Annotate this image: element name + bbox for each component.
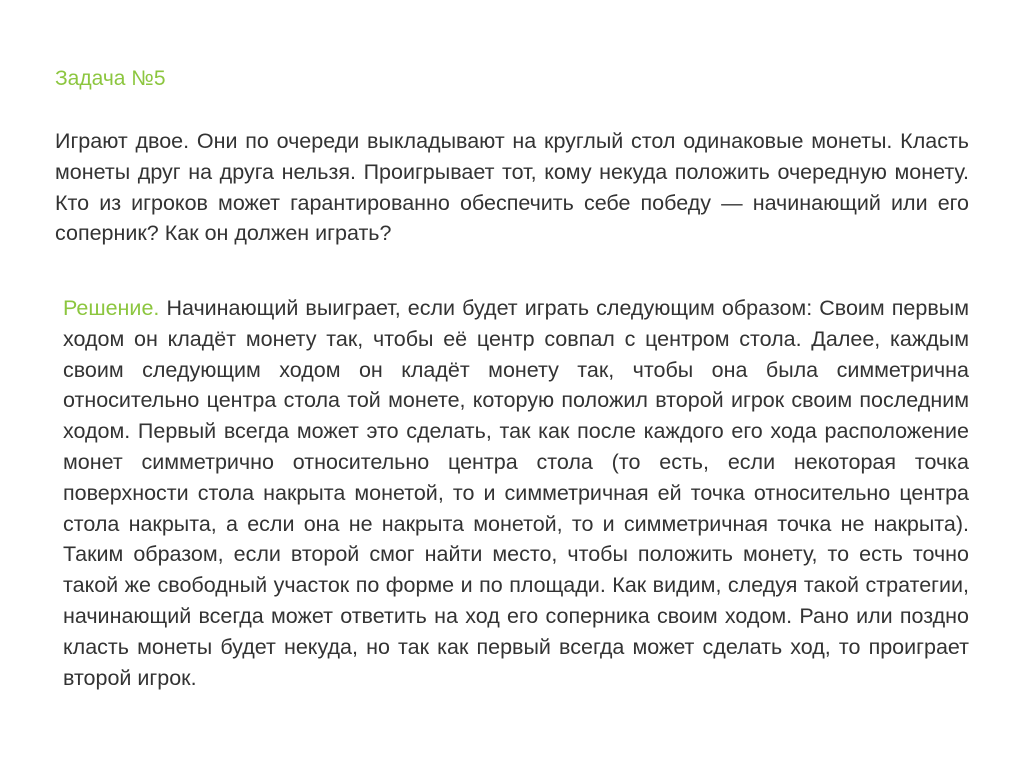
solution-text: Начинающий выиграет, если будет играть следующим образом: Своим первым ходом он кладёт монету так, чтобы её центр совпал с центром стола. Далее, каждым своим следующим ходом он кладёт монету так, чтобы она была симметрична относительно центра стола той монете, которую положил второй игрок своим последним ходом. Первый всегда может это сделать, так как после каждого его хода расположение монет симметрично относительно центра стола (то есть, если некоторая точка поверхности стола накрыта монетой, то и симметричная ей точка относительно центра стола накрыта, а если она не накрыта монетой, то и симметричная точка не накрыта). Таким образом, если второй смог найти место, чтобы положить монету, то есть точно такой же свободный участок по форме и по площади. Как видим, следуя такой стратегии, начинающий всегда может ответить на ход его соперника своим ходом. Рано или поздно класть монеты будет некуда, но так как первый всегда может сделать ход, то проиграет второй игрок.: [63, 296, 969, 690]
solution-label: Решение.: [63, 296, 160, 320]
slide-title: Задача №5: [55, 67, 166, 90]
solution-paragraph: [63, 293, 969, 693]
problem-statement: Играют двое. Они по очереди выкладывают на круглый стол одинаковые монеты. Класть монеты друг на друга нельзя. Проигрывает тот, кому некуда положить очередную монету. Кто из игроков может гарантированно обеспечить себе победу — начинающий или его соперник? Как он должен играть?: [55, 129, 969, 246]
